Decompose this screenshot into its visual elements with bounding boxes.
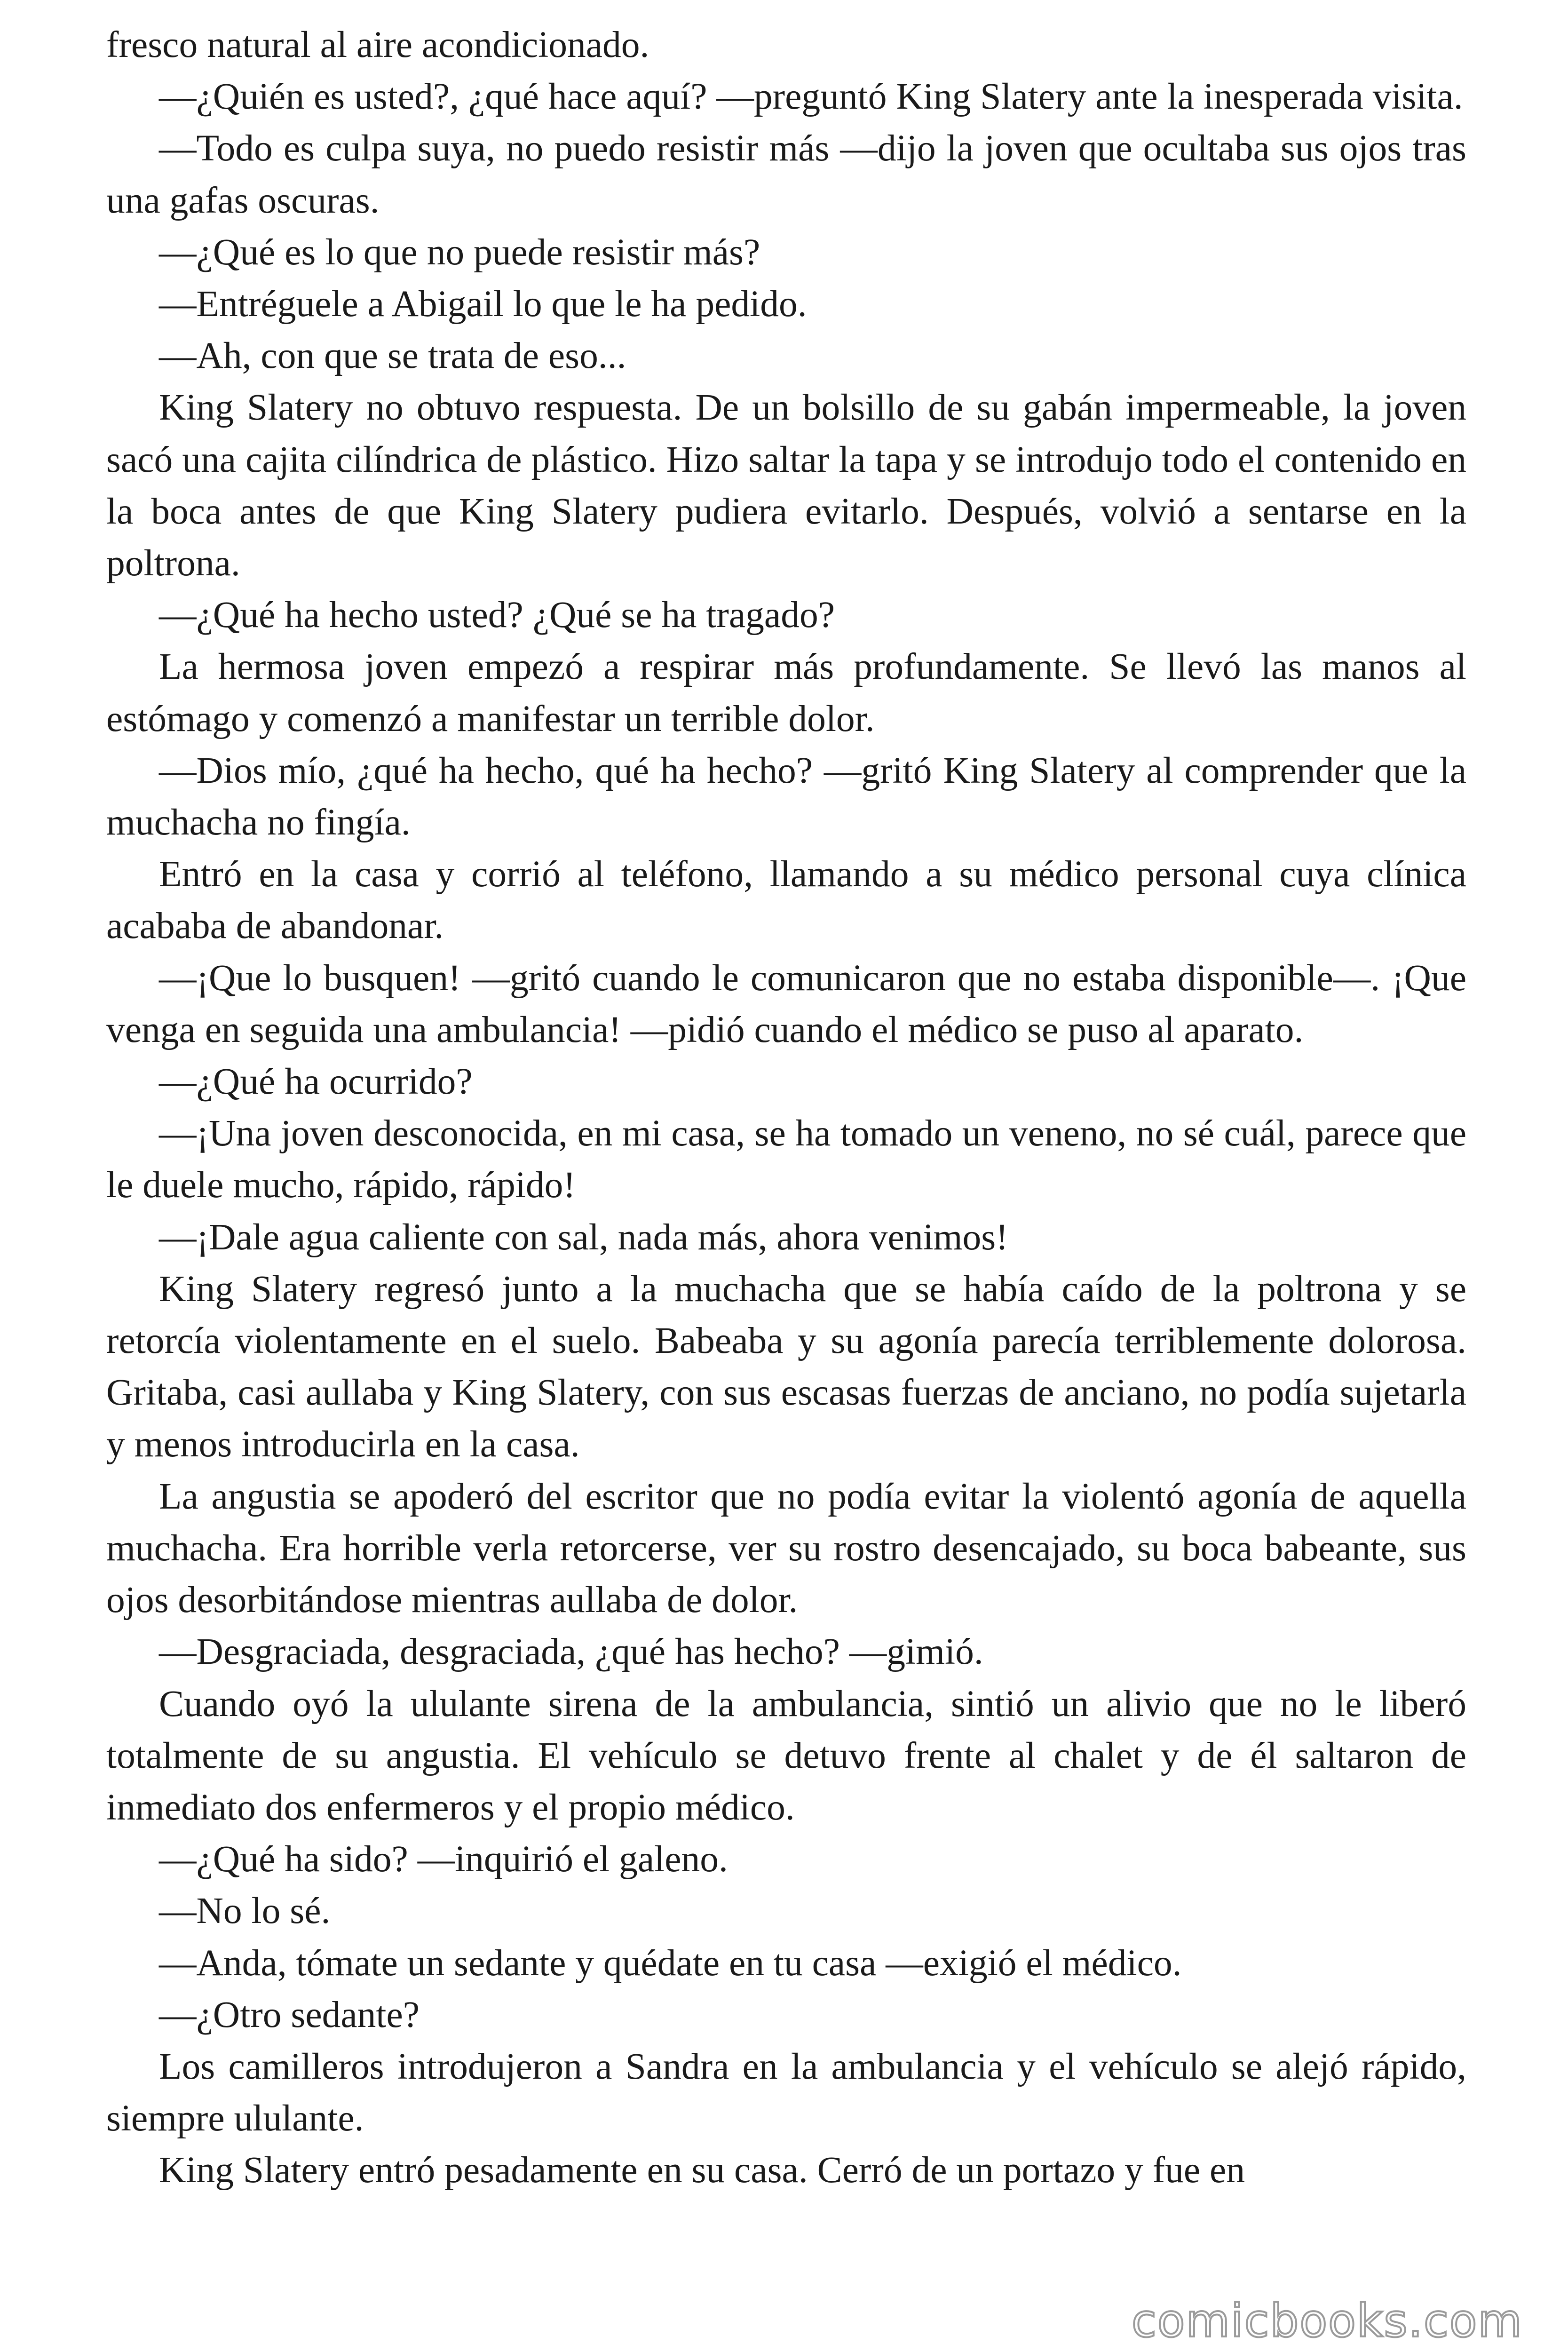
paragraph: La hermosa joven empezó a respirar más profundamente. Se llevó las manos al estómago y comenzó a manifestar un terrible dolor. [106, 646, 1466, 739]
paragraph: —Dios mío, ¿qué ha hecho, qué ha hecho? —gritó King Slatery al comprender que la muchacha no fingía. [106, 749, 1466, 843]
paragraph: King Slatery no obtuvo respuesta. De un bolsillo de su gabán impermeable, la joven sacó una cajita cilíndrica de plástico. Hizo saltar la tapa y se introdujo todo el contenido en la boca antes de que King Slatery pudiera evitarlo. Después, volvió a sentarse en la poltrona. [106, 387, 1466, 584]
paragraph: —¿Qué ha ocurrido? [159, 1061, 473, 1103]
paragraph: Entró en la casa y corrió al teléfono, llamando a su médico personal cuya clínica acababa de abandonar. [106, 853, 1466, 947]
paragraph: Los camilleros introdujeron a Sandra en la ambulancia y el vehículo se alejó rápido, siempre ululante. [106, 2045, 1466, 2139]
paragraph: —No lo sé. [159, 1890, 331, 1932]
paragraph: King Slatery entró pesadamente en su casa. Cerró de un portazo y fue en [159, 2149, 1245, 2191]
watermark-logo: comicbooks.com [1131, 2295, 1523, 2347]
paragraph: —¿Quién es usted?, ¿qué hace aquí? —preguntó King Slatery ante la inesperada visita. [159, 76, 1463, 118]
paragraph: La angustia se apoderó del escritor que no podía evitar la violentó agonía de aquella muchacha. Era horrible verla retorcerse, ver su rostro desencajado, su boca babeante, sus ojos desorbitándose mientras aullaba de dolor. [106, 1475, 1466, 1621]
book-page [106, 19, 1466, 2352]
paragraph: —Ah, con que se trata de eso... [159, 335, 626, 377]
paragraph: —Anda, tómate un sedante y quédate en tu casa —exigió el médico. [159, 1942, 1182, 1984]
paragraph: —¿Qué es lo que no puede resistir más? [159, 231, 760, 273]
paragraph: —Todo es culpa suya, no puedo resistir más —dijo la joven que ocultaba sus ojos tras una gafas oscuras. [106, 127, 1466, 221]
paragraph: King Slatery regresó junto a la muchacha que se había caído de la poltrona y se retorcía violentamente en el suelo. Babeaba y su agonía parecía terriblemente dolorosa. Gritaba, casi aullaba y King Slatery, con sus escasas fuerzas de anciano, no podía sujetarla y menos introducirla en la casa. [106, 1268, 1466, 1465]
paragraph: —¿Qué ha sido? —inquirió el galeno. [159, 1838, 728, 1880]
paragraph: —¿Otro sedante? [159, 1994, 420, 2035]
paragraph: —¡Dale agua caliente con sal, nada más, ahora venimos! [159, 1216, 1008, 1258]
paragraph: —Entréguele a Abigail lo que le ha pedido. [159, 283, 807, 325]
paragraph: fresco natural al aire acondicionado. [106, 24, 649, 65]
paragraph: Cuando oyó la ululante sirena de la ambulancia, sintió un alivio que no le liberó totalmente de su angustia. El vehículo se detuvo frente al chalet y de él saltaron de inmediato dos enfermeros y el propio médico. [106, 1683, 1466, 1828]
paragraph: —¡Una joven desconocida, en mi casa, se ha tomado un veneno, no sé cuál, parece que le duele mucho, rápido, rápido! [106, 1112, 1466, 1206]
paragraph: —¡Que lo busquen! —gritó cuando le comunicaron que no estaba disponible—. ¡Que venga en seguida una ambulancia! —pidió cuando el médico se puso al aparato. [106, 957, 1466, 1050]
paragraph: —Desgraciada, desgraciada, ¿qué has hecho? —gimió. [159, 1631, 983, 1673]
paragraph: —¿Qué ha hecho usted? ¿Qué se ha tragado? [159, 594, 835, 636]
